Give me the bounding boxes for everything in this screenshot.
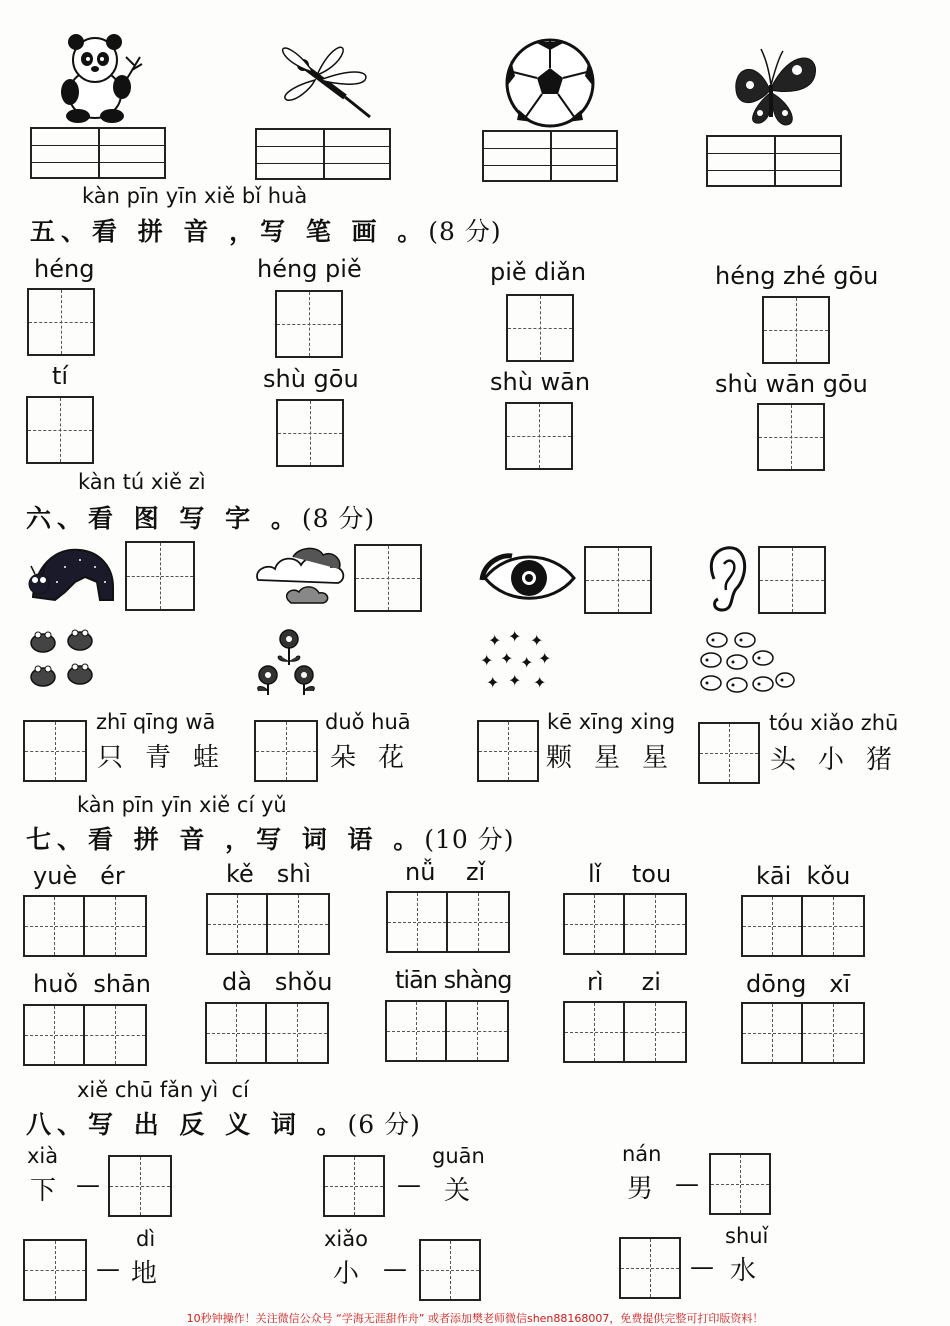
section6-title-text: 六、看 图 写 字 。 — [26, 504, 302, 533]
svg-text:✦: ✦ — [508, 671, 522, 690]
count-answer-box[interactable] — [477, 720, 539, 782]
svg-text:✦: ✦ — [533, 673, 547, 692]
svg-text:✦: ✦ — [486, 673, 500, 692]
writing-lines-box[interactable] — [255, 128, 391, 180]
cloud-icon — [253, 545, 348, 610]
word-pinyin: lǐ tou — [588, 860, 672, 888]
word-pinyin: tiān shàng — [395, 966, 512, 994]
caterpillar-icon — [25, 542, 117, 607]
word-answer-box[interactable] — [386, 891, 510, 953]
stroke-answer-box[interactable] — [27, 288, 95, 356]
flowers-icon — [254, 625, 324, 697]
antonym-dash: — — [675, 1170, 699, 1198]
stroke-pinyin: shù gōu — [263, 365, 359, 393]
word-pinyin: huǒ shān — [33, 970, 151, 998]
section6-title — [26, 499, 375, 535]
section8-title-pinyin: xiě chū fǎn yì cí — [77, 1078, 249, 1102]
word-answer-box[interactable] — [385, 1000, 509, 1062]
svg-text:✦: ✦ — [530, 631, 544, 650]
section8-title-text: 八、写 出 反 义 词 。 — [26, 1110, 348, 1139]
section7-title-pinyin: kàn pīn yīn xiě cí yǔ — [77, 793, 287, 817]
picture-answer-box[interactable] — [584, 546, 652, 614]
writing-lines-box[interactable] — [30, 127, 166, 179]
writing-lines-box[interactable] — [482, 130, 618, 182]
word-answer-box[interactable] — [23, 895, 147, 957]
antonym-answer-box[interactable] — [108, 1155, 172, 1217]
stroke-pinyin: tí — [52, 362, 69, 390]
phrase-hanzi: 颗星星 — [546, 743, 691, 773]
stroke-pinyin: shù wān gōu — [715, 370, 868, 398]
section7-score: (10 分) — [424, 825, 515, 854]
word-answer-box[interactable] — [23, 1004, 147, 1066]
phrase-pinyin: duǒ huā — [325, 710, 411, 734]
stroke-answer-box[interactable] — [26, 396, 94, 464]
word-pinyin: dōng xī — [746, 970, 851, 998]
count-answer-box[interactable] — [254, 720, 318, 782]
stroke-answer-box[interactable] — [506, 294, 574, 362]
antonym-pinyin: dì — [136, 1227, 156, 1251]
picture-answer-box[interactable] — [125, 541, 195, 611]
word-answer-box[interactable] — [741, 895, 865, 957]
stroke-pinyin: héng — [34, 255, 95, 283]
section5-title-pinyin: kàn pīn yīn xiě bǐ huà — [82, 184, 308, 208]
antonym-hanzi: 男 — [627, 1174, 654, 1204]
word-answer-box[interactable] — [741, 1002, 865, 1064]
butterfly-icon — [725, 45, 820, 130]
section8-title — [26, 1105, 421, 1141]
section7-title — [26, 820, 515, 856]
stroke-pinyin: héng zhé gōu — [715, 262, 879, 290]
antonym-dash: — — [76, 1171, 100, 1199]
antonym-dash: — — [397, 1171, 421, 1199]
antonym-hanzi: 关 — [444, 1176, 471, 1206]
ear-icon — [704, 544, 749, 614]
phrase-pinyin: zhī qīng wā — [96, 710, 216, 734]
svg-text:✦: ✦ — [500, 649, 514, 668]
antonym-answer-box[interactable] — [323, 1155, 385, 1217]
stroke-pinyin: piě diǎn — [490, 258, 587, 286]
antonym-answer-box[interactable] — [619, 1237, 681, 1299]
phrase-pinyin: kē xīng xing — [547, 710, 676, 734]
antonym-pinyin: nán — [622, 1142, 662, 1166]
section5-title-text: 五、看 拼 音 ，写 笔 画 。 — [30, 217, 429, 246]
svg-text:✦: ✦ — [520, 653, 534, 672]
antonym-dash: — — [383, 1255, 407, 1283]
word-pinyin: kāi kǒu — [756, 862, 851, 890]
word-pinyin: yuè ér — [33, 862, 125, 890]
antonym-hanzi: 小 — [333, 1259, 360, 1289]
section5-title — [30, 212, 502, 248]
count-answer-box[interactable] — [698, 722, 760, 784]
svg-text:✦: ✦ — [508, 627, 522, 646]
word-answer-box[interactable] — [563, 1001, 687, 1063]
word-answer-box[interactable] — [206, 893, 330, 955]
antonym-hanzi: 下 — [30, 1176, 57, 1206]
panda-icon — [50, 32, 145, 124]
svg-text:✦: ✦ — [538, 649, 552, 668]
frogs-icon — [25, 625, 100, 695]
svg-text:✦: ✦ — [488, 631, 502, 650]
antonym-answer-box[interactable] — [419, 1239, 481, 1301]
eye-icon — [482, 550, 577, 605]
word-pinyin: nǚ zǐ — [405, 858, 486, 886]
phrase-hanzi: 头小猪 — [770, 745, 915, 775]
section5-score: (8 分) — [428, 217, 502, 246]
antonym-hanzi: 地 — [131, 1259, 158, 1289]
section7-title-text: 七、看 拼 音 ，写 词 语 。 — [26, 825, 425, 854]
stroke-answer-box[interactable] — [757, 403, 825, 471]
section6-title-pinyin: kàn tú xiě zì — [78, 470, 206, 494]
word-pinyin: rì zi — [587, 968, 661, 996]
writing-lines-box[interactable] — [706, 135, 842, 187]
dragonfly-icon — [275, 42, 375, 122]
picture-answer-box[interactable] — [758, 546, 826, 614]
picture-answer-box[interactable] — [354, 544, 422, 612]
stroke-pinyin: shù wān — [490, 368, 591, 396]
antonym-answer-box[interactable] — [23, 1239, 87, 1301]
stroke-answer-box[interactable] — [275, 290, 343, 358]
stroke-answer-box[interactable] — [762, 296, 830, 364]
phrase-hanzi: 朵花 — [330, 743, 427, 773]
pigs-icon — [697, 628, 795, 698]
section8-score: (6 分) — [347, 1110, 421, 1139]
antonym-pinyin: shuǐ — [725, 1224, 769, 1248]
antonym-pinyin: guān — [432, 1144, 485, 1168]
word-pinyin: dà shǒu — [222, 968, 333, 996]
phrase-hanzi: 只青蛙 — [97, 743, 242, 773]
word-answer-box[interactable] — [205, 1002, 329, 1064]
stroke-answer-box[interactable] — [505, 402, 573, 470]
antonym-pinyin: xià — [27, 1144, 59, 1168]
svg-text:✦: ✦ — [480, 651, 494, 670]
soccer-ball-icon — [505, 38, 595, 128]
antonym-hanzi: 水 — [730, 1256, 757, 1286]
section6-score: (8 分) — [301, 504, 376, 533]
word-answer-box[interactable] — [563, 893, 687, 955]
count-answer-box[interactable] — [23, 720, 87, 782]
antonym-dash: — — [690, 1253, 714, 1281]
stroke-pinyin: héng piě — [257, 255, 362, 283]
footer-notice: 10秒钟操作！关注微信公众号 “学海无涯甜作舟” 或者添加樊老师微信shen88168007，免费提供完整可打印版资料！ — [186, 1312, 764, 1325]
phrase-pinyin: tóu xiǎo zhū — [769, 711, 899, 735]
stroke-answer-box[interactable] — [276, 399, 344, 467]
word-pinyin: kě shì — [226, 860, 312, 888]
antonym-answer-box[interactable] — [709, 1153, 771, 1215]
stars-icon — [478, 627, 553, 692]
antonym-dash: — — [96, 1255, 120, 1283]
antonym-pinyin: xiǎo — [324, 1227, 368, 1251]
